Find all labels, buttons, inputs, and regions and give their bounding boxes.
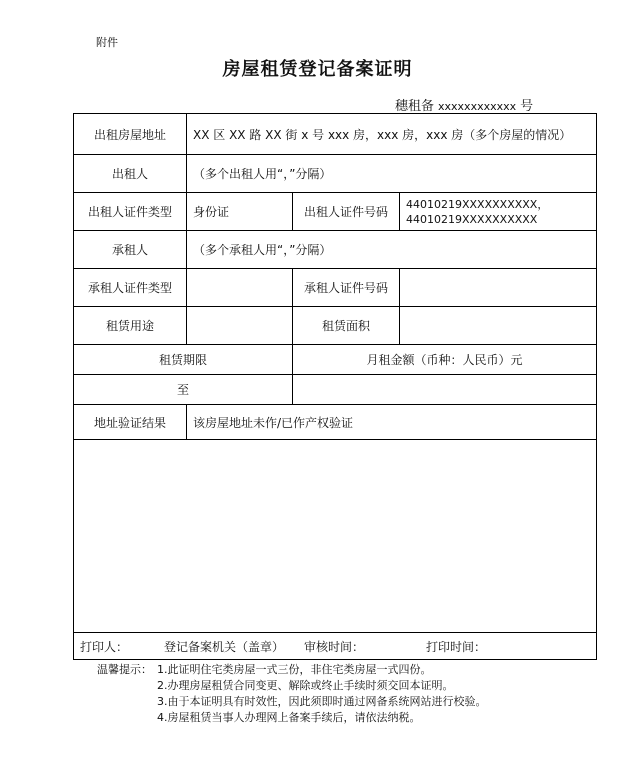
tip-line-3: 3.由于本证明具有时效性，因此须即时通过网备系统网站进行校验。 [157,695,487,708]
row-lessee [74,231,596,269]
record-number-prefix: 穗租备 [395,99,435,114]
lessor-id-no-line-2: 44010219XXXXXXXXXX [406,212,538,226]
row-blank-area [74,440,596,633]
rent-value [293,375,596,404]
lessor-id-type-label: 出租人证件类型 [74,193,187,230]
registration-table [73,113,597,660]
printer-label: 打印人： [80,639,129,654]
tip-line-2: 2.办理房屋租赁合同变更、解除或终止手续时须交回本证明。 [157,679,454,692]
address-value: XX 区 XX 路 XX 街 x 号 xxx 房，xxx 房，xxx 房（多个房屋的情况） [193,127,572,142]
tips-block [97,662,487,726]
row-usage-area [74,307,596,345]
verify-label: 地址验证结果 [74,405,187,439]
row-verification [74,405,596,440]
lessee-label: 承租人 [74,231,187,268]
rent-label: 月租金额（币种：人民币）元 [366,353,523,367]
row-lessee-id [74,269,596,307]
usage-value [187,307,293,344]
period-to-label: 至 [74,375,293,404]
row-footer [74,633,596,659]
tip-text-1: 1.此证明住宅类房屋一式三份，非住宅类房屋一式四份。 [157,663,432,676]
usage-label: 租赁用途 [74,307,187,344]
tips-heading: 温馨提示： [97,663,152,676]
area-label: 租赁面积 [293,307,400,344]
lessee-value: （多个承租人用“，”分隔） [193,243,332,257]
authority-label: 登记备案机关（盖章） [164,639,285,654]
footer-cell [74,633,596,659]
record-number-code: xxxxxxxxxxxx [438,100,517,113]
row-period-rent [74,345,596,375]
lessor-id-type-value: 身份证 [187,193,293,230]
lessee-id-type-label: 承租人证件类型 [74,269,187,306]
row-lessor [74,155,596,193]
print-time-label: 打印时间： [426,639,487,654]
verify-value: 该房屋地址未作/已作产权验证 [193,415,354,430]
attachment-label: 附件 [96,36,118,49]
blank-area [74,440,596,632]
row-period-to [74,375,596,405]
lessee-id-no-label: 承租人证件号码 [293,269,400,306]
area-value [400,307,596,344]
lessor-id-no-value [400,193,596,230]
row-lessor-id [74,193,596,231]
lessee-id-type-value [187,269,293,306]
tip-line-1 [97,662,487,678]
row-address [74,114,596,155]
document-title: 房屋租赁登记备案证明 [222,59,413,80]
tip-line-4: 4.房屋租赁当事人办理网上备案手续后，请依法纳税。 [157,711,421,724]
review-time-label: 审核时间： [304,639,365,654]
lessor-id-no-label: 出租人证件号码 [293,193,400,230]
period-label: 租赁期限 [74,345,293,374]
lessor-id-no-line-1: 44010219XXXXXXXXXX， [406,197,549,211]
lessor-value: （多个出租人用“，”分隔） [193,167,332,181]
lessor-label: 出租人 [74,155,187,192]
lessee-id-no-value [400,269,596,306]
record-number-suffix: 号 [520,99,534,114]
address-label: 出租房屋地址 [74,114,187,154]
record-number [395,95,533,114]
